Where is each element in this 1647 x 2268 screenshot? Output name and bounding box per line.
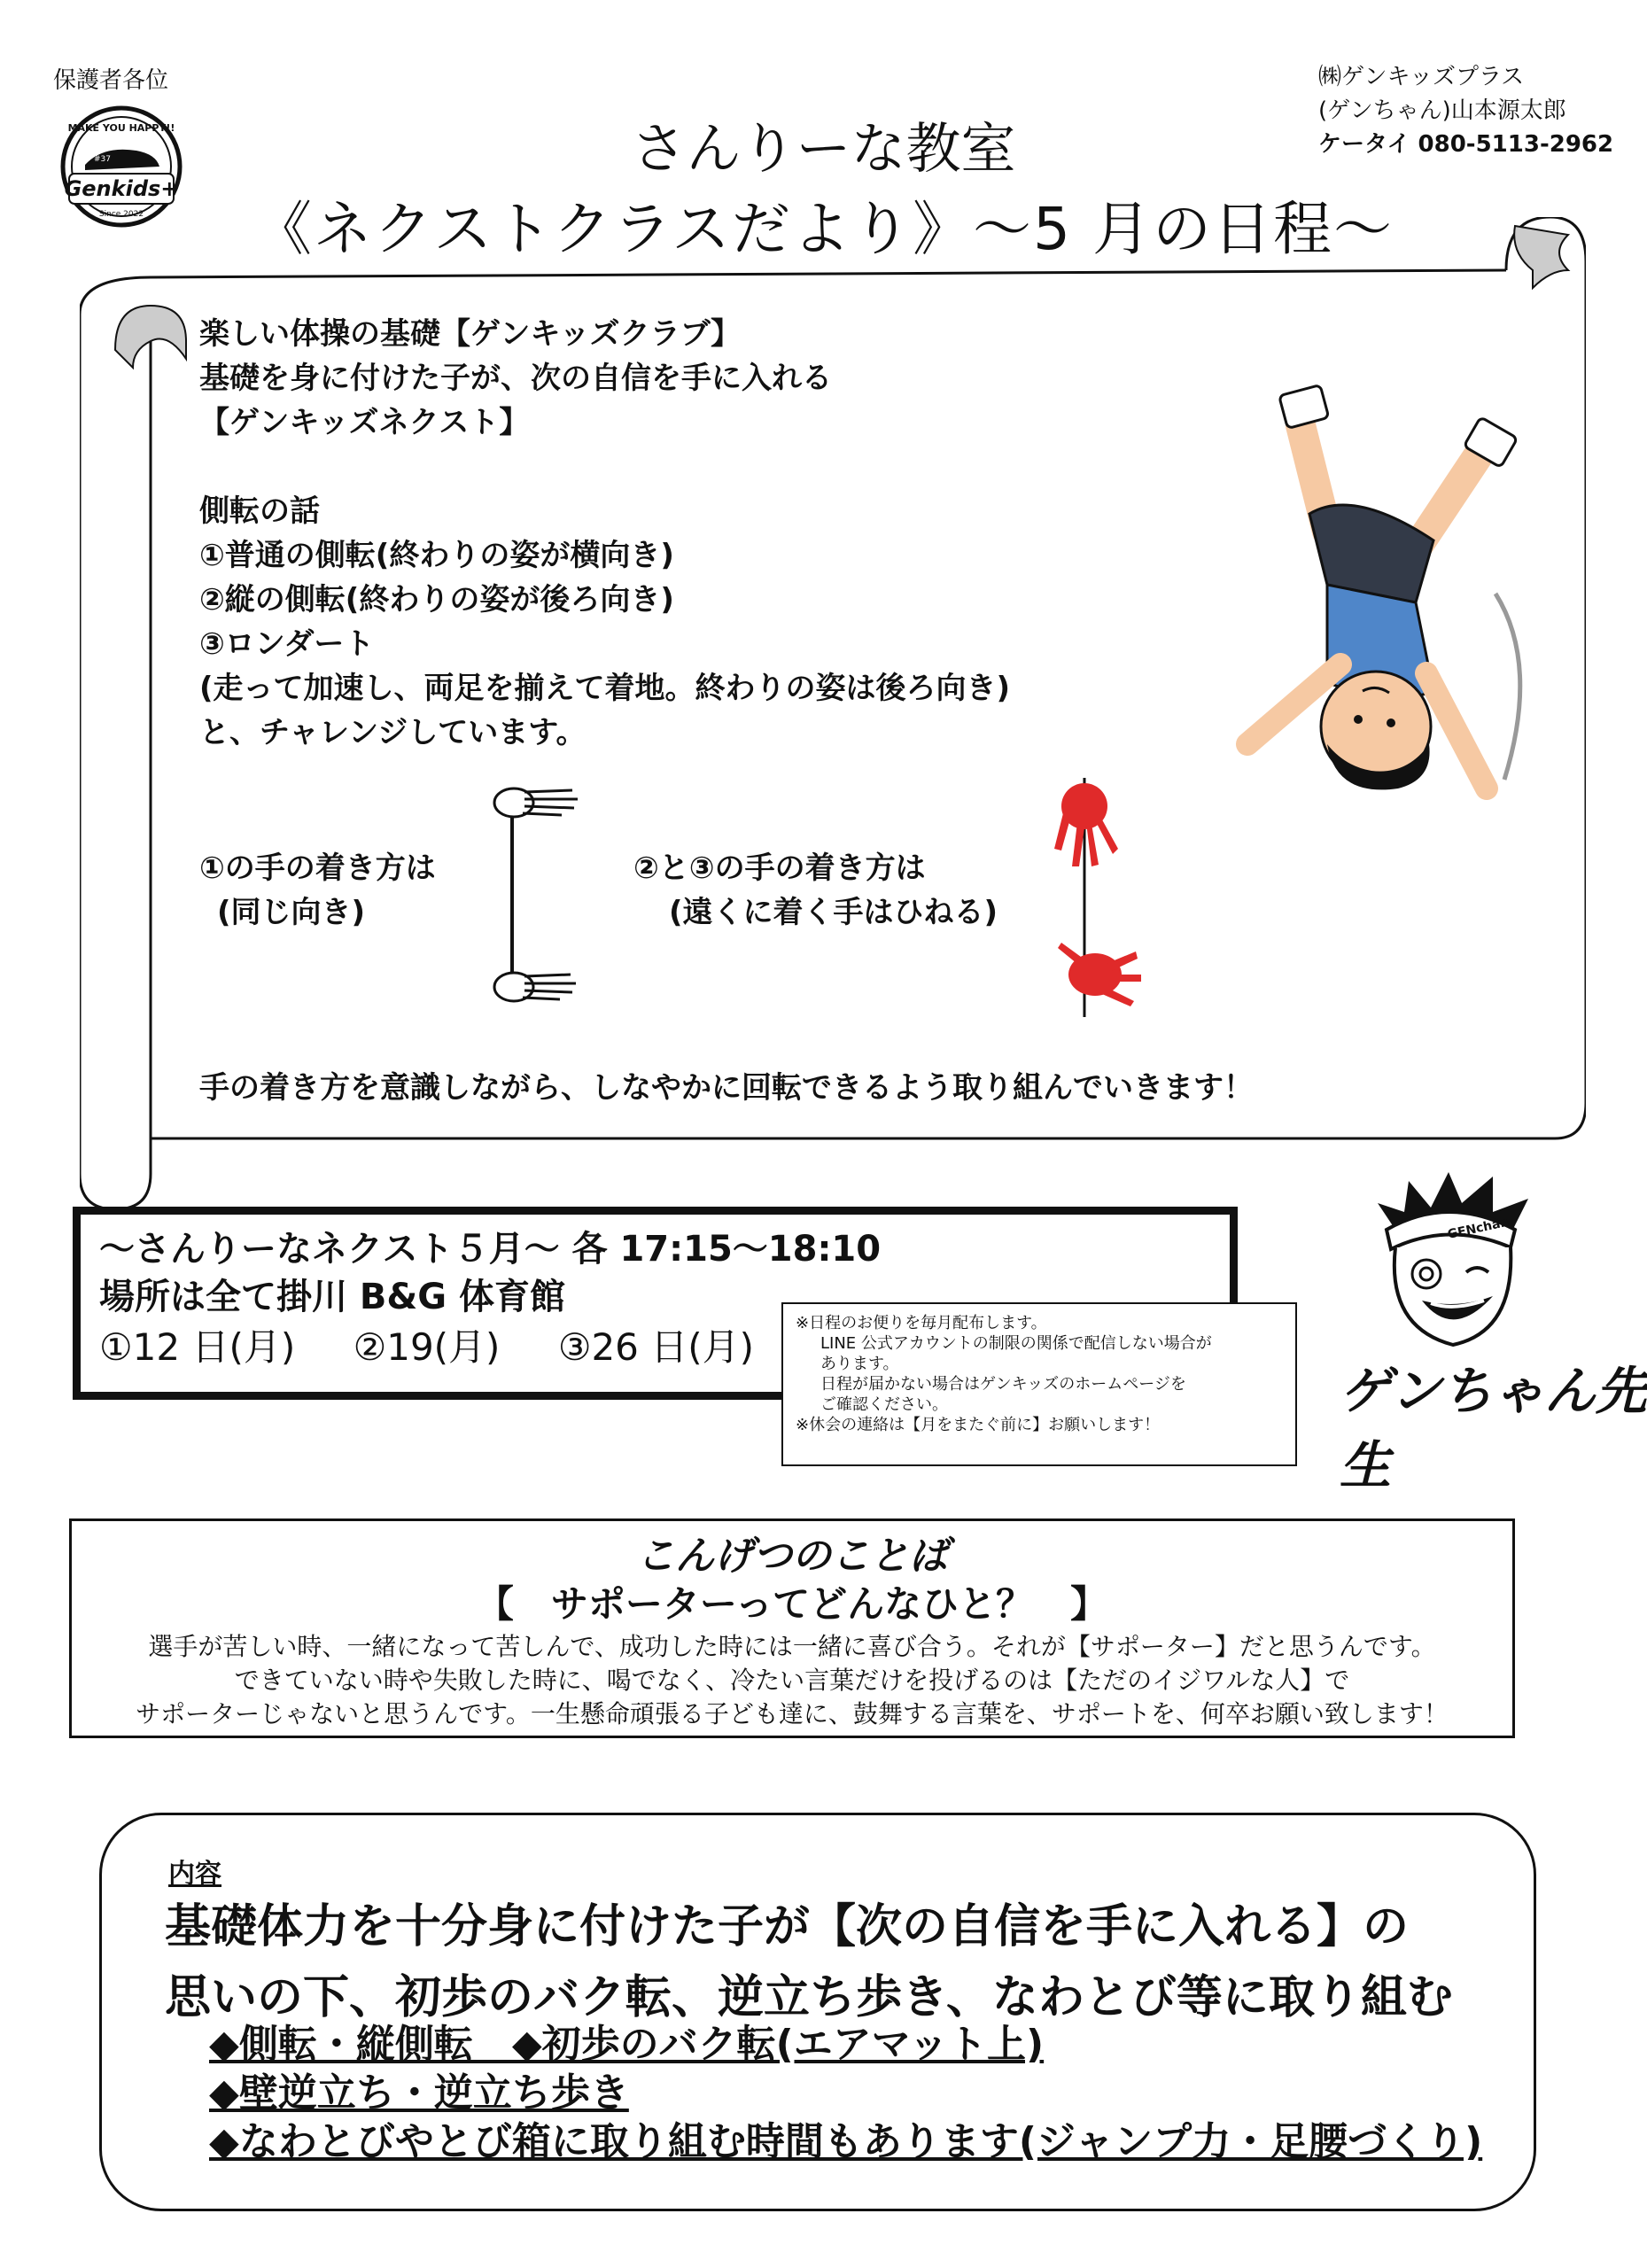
content-item: ◆壁逆立ち・逆立ち歩き [209,2070,629,2116]
company-name: ㈱ゲンキッズプラス [1318,64,1525,90]
content-item: ◆なわとびやとび箱に取り組む時間もあります(ジャンプ力・足腰づくり) [209,2119,1483,2164]
topic-line: ③ロンダート [199,626,375,662]
monthly-words-body: 選手が苦しい時、一緒になって苦しんで、成功した時には一緒に喜び合う。それが【サポーター】だと思うんです。 できていない時や失敗した時に、喝でなく、冷たい言葉だけを投げるのは【ただのイジワルな人】で サポーターじゃないと思うんです。一生懸命頑張る子ども達に、鼓舞する言葉を、サポートを、何卒お願い致します！ [136,1632,1449,1728]
schedule-date: ③26 日(月) [557,1325,755,1369]
svg-text:Since 2022: Since 2022 [98,210,144,219]
schedule-title: ～さんりーなネクスト５月～ 各 17:15～18:10 [99,1229,882,1270]
svg-text:#37: #37 [94,155,111,164]
intro-line: 楽しい体操の基礎【ゲンキッズクラブ】 [199,316,741,352]
content-item: ◆側転・縦側転 ◆初歩のバク転(エアマット上) [209,2022,1045,2067]
phone-number[interactable]: ケータイ 080-5113-2962 [1318,131,1614,158]
page-subtitle: 《ネクストクラスだより》～5 月の日程～ [252,195,1394,263]
hand-label-1: ①の手の着き方は (同じ向き) [199,850,436,930]
teacher-caption: ゲンちゃん先生 [1340,1361,1647,1495]
monthly-words-title: こんげつのことば [636,1534,948,1579]
hand-diagram-same-direction [486,780,583,1010]
hand-diagram-twisted [1037,769,1143,1026]
topic-line: (走って加速し、両足を揃えて着地。終わりの姿は後ろ向き) [199,671,1011,706]
schedule-place: 場所は全て掛川 B&G 体育館 [99,1277,566,1317]
notice-box: ※日程のお便りを毎月配布します。 LINE 公式アカウントの制限の関係で配信しない場合が あります。 日程が届かない場合はゲンキッズのホームページを ご確認ください。 ※休会の連絡は【月をまたぐ前に】お願いします！ [781,1302,1297,1466]
intro-line: 基礎を身に付けた子が、次の自信を手に入れる [199,361,832,396]
topic-line: ②縦の側転(終わりの姿が後ろ向き) [199,582,674,617]
schedule-date: ②19(月) [353,1325,501,1369]
topic-line: と、チャレンジしています。 [199,715,587,750]
recipient-label: 保護者各位 [53,67,169,94]
content-main: 基礎体力を十分身に付けた子が【次の自信を手に入れる】の 思いの下、初歩のバク転、逆立ち歩き、なわとび等に取り組む [165,1900,1453,2024]
content-items [209,2020,1482,2166]
content-label: 内容 [168,1859,221,1890]
monthly-words-subtitle: 【 サポーターってどんなひと？ 】 [476,1582,1108,1626]
cartwheel-illustration [1194,372,1549,833]
schedule-date: ①12 日(月) [99,1325,296,1369]
page-title: さんりーな教室 [631,116,1016,181]
svg-text:MAKE YOU HAPPY!!: MAKE YOU HAPPY!! [67,122,175,134]
scroll-text [199,312,1010,755]
hand-label-2: ②と③の手の着き方は (遠くに着く手はひねる) [633,850,998,930]
contact-person: (ゲンちゃん)山本源太郎 [1318,97,1566,124]
schedule-dates [99,1318,800,1371]
svg-text:GENchan: GENchan [1446,1215,1511,1242]
intro-line: 【ゲンキッズネクスト】 [199,405,530,440]
topic-heading: 側転の話 [199,493,320,529]
closing-message: 手の着き方を意識しながら、しなやかに回転できるよう取り組んでいきます！ [199,1070,1254,1106]
topic-line: ①普通の側転(終わりの姿が横向き) [199,538,674,573]
svg-text:Genkids+: Genkids+ [64,176,179,201]
teacher-mascot [1360,1168,1555,1354]
